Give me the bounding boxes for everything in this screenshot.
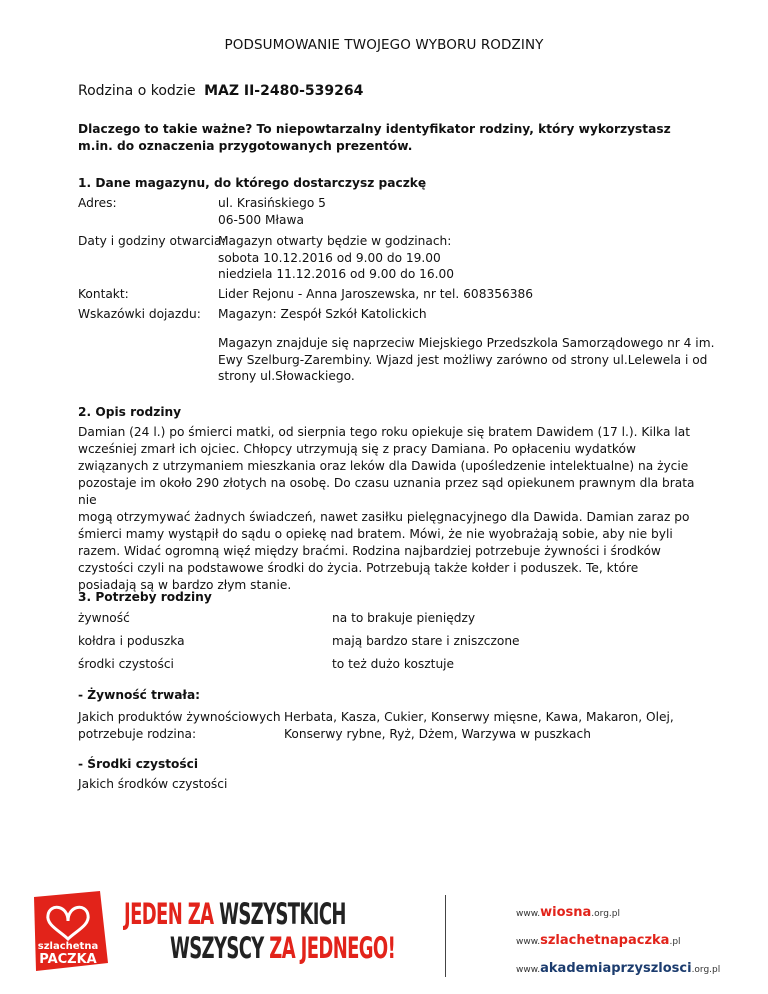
footer-links (516, 905, 720, 989)
hours-label: Daty i godziny otwarcia: (78, 234, 226, 248)
hours-line: sobota 10.12.2016 od 9.00 do 19.00 (218, 250, 441, 265)
family-code: MAZ II-2480-539264 (204, 83, 364, 99)
footer (0, 855, 768, 994)
description-line: razem. Widać ogromną więź między braćmi. Rodzina najbardziej potrzebuje żywności i środków (78, 544, 661, 558)
description-line: Damian (24 l.) po śmierci matki, od sierpnia tego roku opiekuje się bratem Dawidem (17 l.). Kilka lat (78, 425, 690, 439)
footer-divider (445, 895, 446, 977)
directions-line: Ewy Szelburg-Zarembiny. Wjazd jest możliwy zarówno od strony ul.Lelewela i od (218, 352, 708, 367)
family-code-line (78, 83, 363, 99)
directions-line: Magazyn znajduje się naprzeciw Miejskiego Przedszkola Samorządowego nr 4 im. (218, 336, 715, 350)
hours-value (218, 233, 718, 283)
slogan-part: JEDEN ZA (124, 897, 220, 931)
why-important-note: Dlaczego to takie ważne? To niepowtarzalny identyfikator rodziny, który wykorzystasz m.in. do oznaczenia przygotowanych prezentów. (78, 122, 671, 153)
need-name: żywność (78, 611, 130, 625)
food-value-line: Herbata, Kasza, Cukier, Konserwy mięsne, Kawa, Makaron, Olej, (284, 710, 674, 724)
cleaning-heading: - Środki czystości (78, 757, 199, 771)
need-name: kołdra i poduszka (78, 634, 185, 648)
contact-label: Kontakt: (78, 287, 129, 301)
description-line: wcześniej zmarł ich ojciec. Chłopcy utrzymują się z pracy Damiana. Po opłaceniu wydatków (78, 442, 636, 456)
food-value (284, 709, 704, 742)
food-heading: - Żywność trwała: (78, 688, 201, 702)
directions-label: Wskazówki dojazdu: (78, 307, 201, 321)
need-reason: na to brakuje pieniędzy (332, 611, 476, 625)
directions-details (218, 335, 718, 385)
slogan-part: ZA JEDNEGO! (269, 931, 396, 965)
directions-place: Magazyn: Zespół Szkół Katolickich (218, 307, 427, 321)
food-label (78, 709, 281, 742)
description-line: mogą otrzymywać żadnych świadczeń, nawet zasiłku pielęgnacyjnego dla Dawida. Damian zaraz po (78, 510, 690, 524)
logo-text-bottom: PACZKA (39, 952, 97, 967)
logo-text-top: szlachetna (37, 941, 99, 952)
section3-heading: 3. Potrzeby rodziny (78, 590, 212, 604)
slogan (118, 891, 418, 971)
food-label-line: Jakich produktów żywnościowych (78, 710, 281, 724)
address-line: 06-500 Mława (218, 212, 304, 227)
need-reason: to też dużo kosztuje (332, 657, 455, 671)
description-line: związanych z utrzymaniem mieszkania oraz leków dla Dawida (upośledzenie intelektualne) na życie (78, 459, 689, 473)
description-line: posiadają są w bardzo złym stanie. (78, 578, 292, 592)
slogan-part: WSZYSCY (170, 931, 270, 965)
link-wiosna[interactable]: www.wiosna.org.pl (516, 905, 620, 920)
address-value (218, 195, 718, 228)
family-description (78, 424, 696, 594)
description-line: śmierci mamy wystąpił do sądu o opiekę nad bratem. Mówi, że nie wyobrażają sobie, aby nie byli (78, 527, 673, 541)
section2-heading: 2. Opis rodziny (78, 405, 182, 419)
description-line: pozostaje im około 290 złotych na osobę. Do czasu uznania przez sąd opiekunem prawnym dla brata nie (78, 476, 695, 507)
food-label-line: potrzebuje rodzina: (78, 726, 197, 741)
description-line: czystości czyli na podstawowe środki do życia. Potrzebują także kołder i poduszek. Te, które (78, 561, 639, 575)
address-line: ul. Krasińskiego 5 (218, 196, 326, 210)
link-szlachetnapaczka[interactable]: www.szlachetnapaczka.pl (516, 933, 681, 948)
family-code-label: Rodzina o kodzie (78, 83, 196, 99)
hours-line: niedziela 11.12.2016 od 9.00 do 16.00 (218, 267, 455, 281)
szlachetna-paczka-logo (28, 891, 108, 975)
page-title: PODSUMOWANIE TWOJEGO WYBORU RODZINY (224, 37, 544, 53)
hours-line: Magazyn otwarty będzie w godzinach: (218, 234, 452, 248)
contact-value: Lider Rejonu - Anna Jaroszewska, nr tel. 608356386 (218, 287, 533, 301)
link-akademiaprzyszlosci[interactable]: www.akademiaprzyszlosci.org.pl (516, 961, 721, 976)
food-value-line: Konserwy rybne, Ryż, Dżem, Warzywa w puszkach (284, 726, 591, 741)
section1-heading: 1. Dane magazynu, do którego dostarczysz paczkę (78, 176, 427, 190)
slogan-part: WSZYSTKICH (219, 897, 346, 931)
need-reason: mają bardzo stare i zniszczone (332, 634, 520, 648)
need-name: środki czystości (78, 657, 174, 671)
directions-line: strony ul.Słowackiego. (218, 369, 355, 383)
address-label: Adres: (78, 196, 117, 210)
cleaning-label: Jakich środków czystości (78, 777, 228, 791)
